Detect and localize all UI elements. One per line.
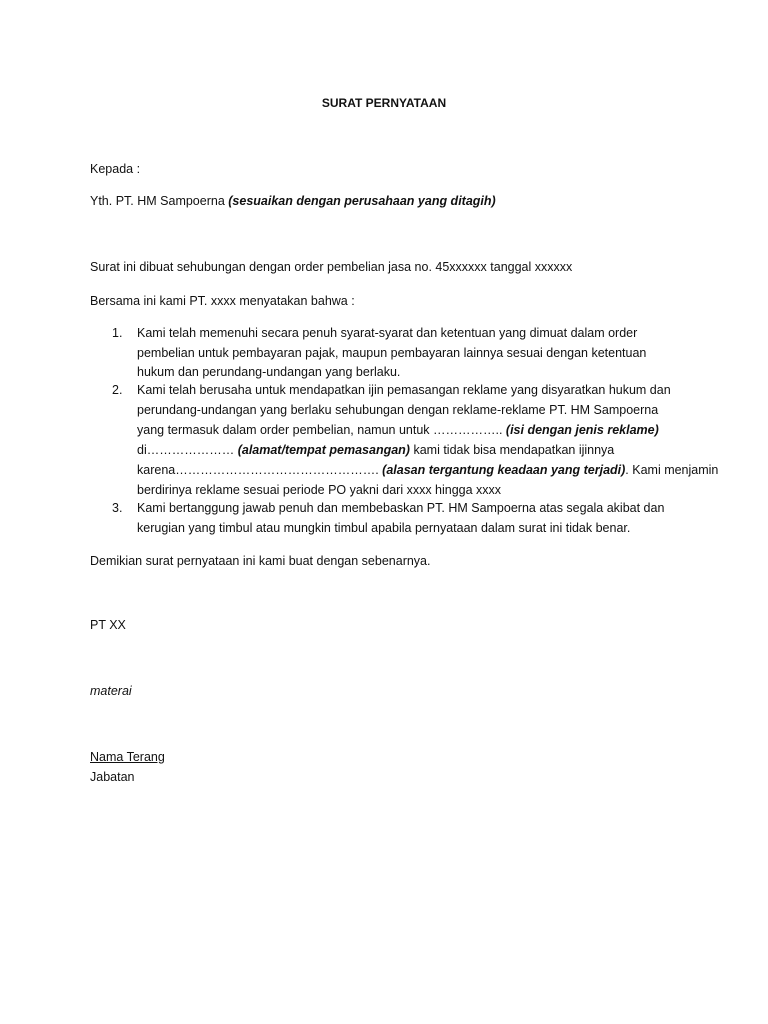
item-2-line-4-text: di…………………	[137, 443, 238, 457]
recipient-name: Yth. PT. HM Sampoerna	[90, 194, 229, 208]
item-2-line-5-rest: . Kami menjamin	[625, 463, 719, 477]
item-2-line-3-text: yang termasuk dalam order pembelian, namun untuk ……………..	[137, 423, 506, 437]
item-2-line-1: Kami telah berusaha untuk mendapatkan ijin pemasangan reklame yang disyaratkan hukum dan	[137, 383, 671, 397]
item-2-number: 2.	[112, 383, 123, 397]
closing-paragraph: Demikian surat pernyataan ini kami buat dengan sebenarnya.	[90, 554, 431, 568]
item-2-line-4	[137, 441, 614, 459]
item-2-line-2: perundang-undangan yang berlaku sehubungan dengan reklame-reklame PT. HM Sampoerna	[137, 403, 659, 417]
item-2-line-5-text: karena………………………………………….	[137, 463, 383, 477]
signature-position: Jabatan	[90, 770, 135, 784]
item-1-line-2: pembelian untuk pembayaran pajak, maupun pembayaran lainnya sesuai dengan ketentuan	[137, 346, 647, 360]
reference-paragraph: Surat ini dibuat sehubungan dengan order pembelian jasa no. 45xxxxxx tanggal xxxxxx	[90, 260, 573, 274]
signature-name: Nama Terang	[90, 750, 165, 764]
materai-label: materai	[90, 684, 132, 698]
item-2-line-4-rest: kami tidak bisa mendapatkan ijinnya	[409, 443, 615, 457]
recipient-line	[90, 192, 496, 210]
intro-paragraph: Bersama ini kami PT. xxxx menyatakan bahwa :	[90, 294, 355, 308]
item-2-line-3	[137, 421, 659, 439]
item-1-number: 1.	[112, 326, 123, 340]
item-2-line-6: berdirinya reklame sesuai periode PO yakni dari xxxx hingga xxxx	[137, 483, 502, 497]
item-3-number: 3.	[112, 501, 123, 515]
item-1-line-1: Kami telah memenuhi secara penuh syarat-syarat dan ketentuan yang dimuat dalam order	[137, 326, 638, 340]
kepada-label: Kepada :	[90, 162, 141, 176]
signature-company: PT XX	[90, 618, 126, 632]
item-1-line-3: hukum dan perundang-undangan yang berlaku.	[137, 365, 401, 379]
item-3-line-1: Kami bertanggung jawab penuh dan membebaskan PT. HM Sampoerna atas segala akibat dan	[137, 501, 665, 515]
item-2-line-4-note: (alamat/tempat pemasangan)	[237, 443, 410, 457]
item-2-line-5-note: (alasan tergantung keadaan yang terjadi)	[382, 463, 626, 477]
item-3-line-2: kerugian yang timbul atau mungkin timbul apabila pernyataan dalam surat ini tidak benar.	[137, 521, 631, 535]
item-2-line-5	[137, 461, 718, 479]
recipient-note: (sesuaikan dengan perusahaan yang ditagih)	[228, 194, 496, 208]
document-title: SURAT PERNYATAAN	[321, 96, 447, 110]
item-2-line-3-note: (isi dengan jenis reklame)	[505, 423, 659, 437]
